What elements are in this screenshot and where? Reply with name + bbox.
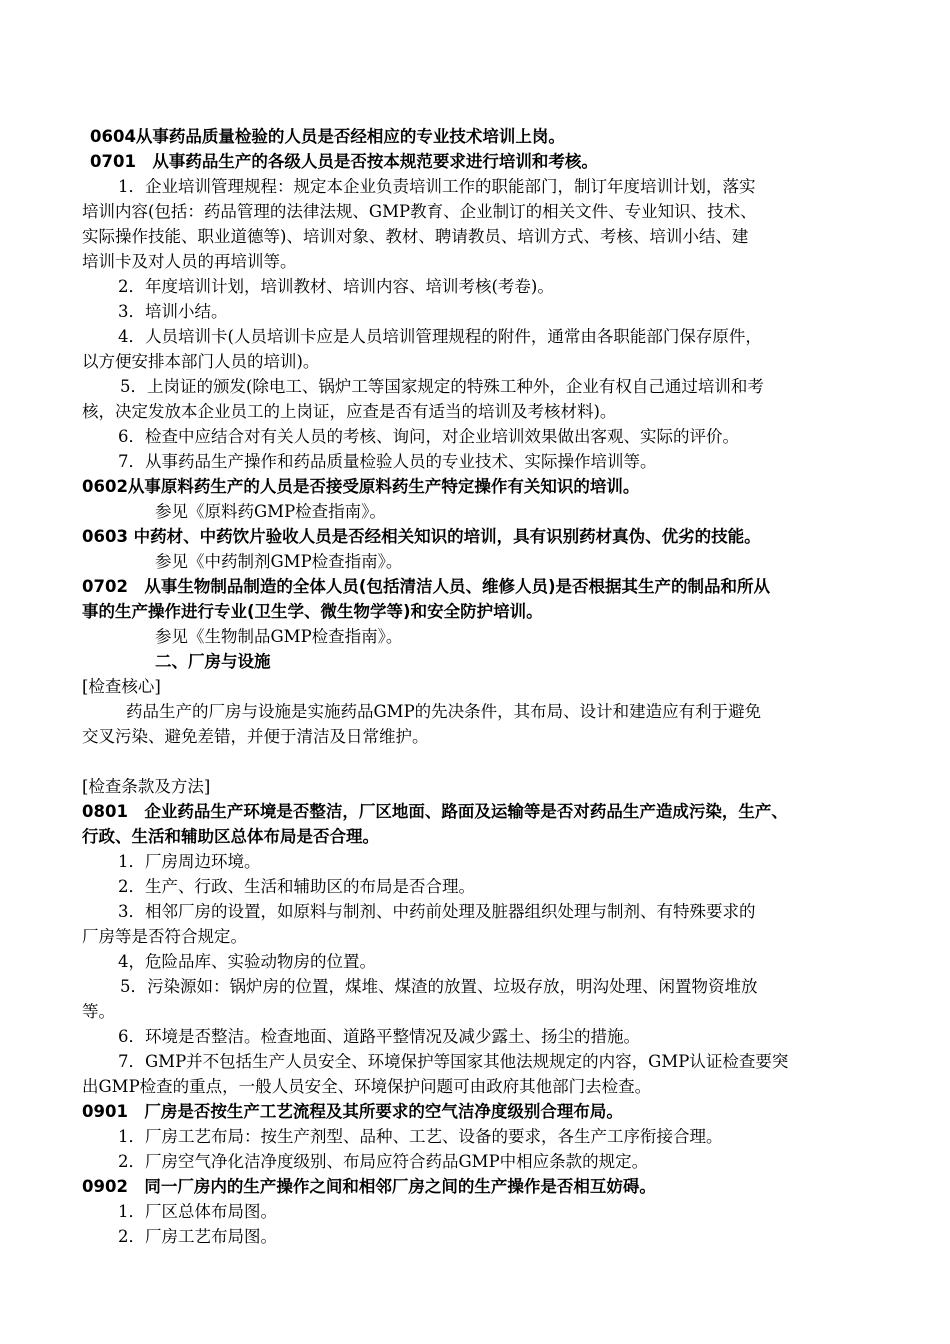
- paragraph-line: 2．生产、行政、生活和辅助区的布局是否合理。: [118, 877, 475, 896]
- paragraph-line: 药品生产的厂房与设施是实施药品GMP的先决条件，其布局、设计和建造应有利于避免: [126, 702, 762, 721]
- paragraph-line: 厂房等是否符合规定。: [82, 927, 247, 946]
- paragraph-line: 实际操作技能、职业道德等)、培训对象、教材、聘请教员、培训方式、考核、培训小结、建: [82, 227, 749, 246]
- paragraph-line: 交叉污染、避免差错，并便于清洁及日常维护。: [82, 727, 429, 746]
- subheading-methods: [检查条款及方法]: [82, 777, 211, 796]
- clause-0702-cont: 事的生产操作进行专业(卫生学、微生物学等)和安全防护培训。: [82, 602, 543, 621]
- clause-0604: 0604从事药品质量检验的人员是否经相应的专业技术培训上岗。: [90, 127, 565, 146]
- subheading-core: [检查核心]: [82, 677, 161, 696]
- paragraph-line: 3．培训小结。: [118, 302, 228, 321]
- paragraph-line: 4．人员培训卡(人员培训卡应是人员培训管理规程的附件，通常由各职能部门保存原件，: [118, 327, 762, 346]
- paragraph-line: 7．GMP并不包括生产人员安全、环境保护等国家其他法规规定的内容，GMP认证检查要突: [118, 1052, 789, 1071]
- reference-line: 参见《生物制品GMP检查指南》。: [155, 627, 403, 646]
- reference-line: 参见《原料药GMP检查指南》。: [155, 502, 386, 521]
- clause-0603: 0603 中药材、中药饮片验收人员是否经相关知识的培训，具有识别药材真伪、优劣的技能。: [82, 527, 761, 546]
- paragraph-line: 7．从事药品生产操作和药品质量检验人员的专业技术、实际操作培训等。: [118, 452, 657, 471]
- clause-0902: 0902 同一厂房内的生产操作之间和相邻厂房之间的生产操作是否相互妨碍。: [82, 1177, 656, 1196]
- paragraph-line: 4，危险品库、实验动物房的位置。: [118, 952, 376, 971]
- paragraph-line: 2．厂房空气净化洁净度级别、布局应符合药品GMP中相应条款的规定。: [118, 1152, 649, 1171]
- paragraph-line: 6．环境是否整洁。检查地面、道路平整情况及减少露土、扬尘的措施。: [118, 1027, 640, 1046]
- paragraph-line: 3．相邻厂房的设置，如原料与制剂、中药前处理及脏器组织处理与制剂、有特殊要求的: [118, 902, 756, 921]
- paragraph-line: 培训卡及对人员的再培训等。: [82, 252, 297, 271]
- paragraph-line: 1．厂房周边环境。: [118, 852, 261, 871]
- paragraph-line: 2．厂房工艺布局图。: [118, 1227, 277, 1246]
- section-heading: 二、厂房与设施: [155, 652, 271, 671]
- paragraph-line: 出GMP检查的重点，一般人员安全、环境保护问题可由政府其他部门去检查。: [82, 1077, 652, 1096]
- clause-0602: 0602从事原料药生产的人员是否接受原料药生产特定操作有关知识的培训。: [82, 477, 640, 496]
- clause-0801: 0801 企业药品生产环境是否整洁，厂区地面、路面及运输等是否对药品生产造成污染，生产、: [82, 802, 788, 821]
- reference-line: 参见《中药制剂GMP检查指南》。: [155, 552, 403, 571]
- clause-0901: 0901 厂房是否按生产工艺流程及其所要求的空气洁净度级别合理布局。: [82, 1102, 623, 1121]
- clause-0801-cont: 行政、生活和辅助区总体布局是否合理。: [82, 827, 379, 846]
- clause-0702: 0702 从事生物制品制造的全体人员(包括清洁人员、维修人员)是否根据其生产的制品和所从: [82, 577, 771, 596]
- paragraph-line: 以方便安排本部门人员的培训)。: [82, 352, 320, 371]
- paragraph-line: 等。: [82, 1002, 115, 1021]
- paragraph-line: 1．厂区总体布局图。: [118, 1202, 277, 1221]
- paragraph-line: 6．检查中应结合对有关人员的考核、询问，对企业培训效果做出客观、实际的评价。: [118, 427, 739, 446]
- paragraph-line: 培训内容(包括：药品管理的法律法规、GMP教育、企业制订的相关文件、专业知识、技术、: [82, 202, 757, 221]
- paragraph-line: 核，决定发放本企业员工的上岗证，应查是否有适当的培训及考核材料)。: [82, 402, 617, 421]
- paragraph-line: 1．厂房工艺布局：按生产剂型、品种、工艺、设备的要求，各生产工序衔接合理。: [118, 1127, 723, 1146]
- clause-0701: 0701 从事药品生产的各级人员是否按本规范要求进行培训和考核。: [90, 152, 598, 171]
- paragraph-line: 5．上岗证的颁发(除电工、锅炉工等国家规定的特殊工种外，企业有权自己通过培训和考: [120, 377, 764, 396]
- paragraph-line: 5．污染源如：锅炉房的位置，煤堆、煤渣的放置、垃圾存放，明沟处理、闲置物资堆放: [120, 977, 758, 996]
- paragraph-line: 1．企业培训管理规程：规定本企业负责培训工作的职能部门，制订年度培训计划，落实: [118, 177, 756, 196]
- paragraph-line: 2．年度培训计划，培训教材、培训内容、培训考核(考卷)。: [118, 277, 554, 296]
